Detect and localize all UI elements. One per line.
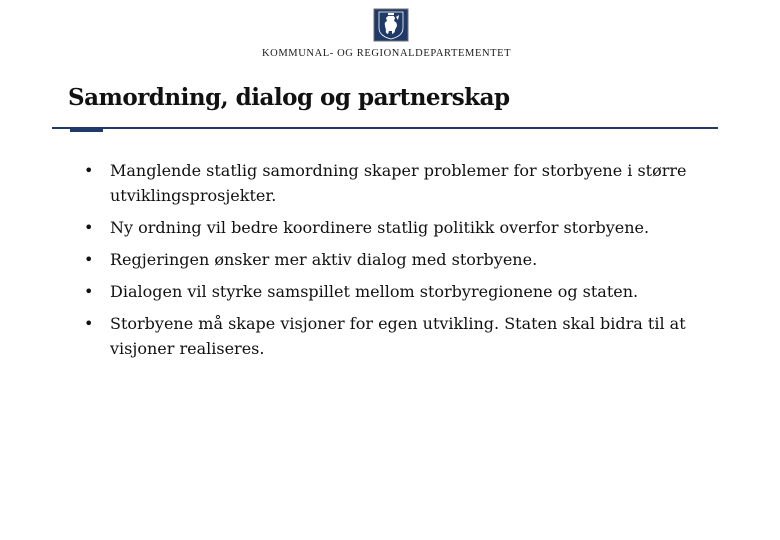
bullet-marker: • (84, 282, 94, 301)
ministry-name: KOMMUNAL- OG REGIONALDEPARTEMENTET (262, 48, 512, 59)
bullet-marker: • (84, 250, 94, 269)
bullet-text: Dialogen vil styrke samspillet mellom storbyregionene og staten. (110, 282, 639, 301)
bullet-text: Storbyene må skape visjoner for egen utvikling. Staten skal bidra til at visjoner realiseres. (110, 314, 686, 358)
bullet-item (84, 158, 724, 208)
bullet-marker: • (84, 314, 94, 333)
title-accent-bar (70, 127, 103, 132)
bullet-item (84, 247, 724, 272)
bullet-item (84, 279, 724, 304)
bullet-marker: • (84, 218, 94, 237)
slide-title: Samordning, dialog og partnerskap (68, 84, 510, 111)
bullet-text: Regjeringen ønsker mer aktiv dialog med storbyene. (110, 250, 538, 269)
bullet-marker: • (84, 161, 94, 180)
norwegian-lion-crest-icon (373, 8, 409, 42)
bullet-item (84, 215, 724, 240)
bullet-item (84, 311, 724, 361)
bullet-list (84, 158, 724, 368)
bullet-text: Ny ordning vil bedre koordinere statlig politikk overfor storbyene. (110, 218, 650, 237)
bullet-text: Manglende statlig samordning skaper problemer for storbyene i større utviklingsprosjekter. (110, 161, 687, 205)
title-divider (52, 127, 718, 129)
